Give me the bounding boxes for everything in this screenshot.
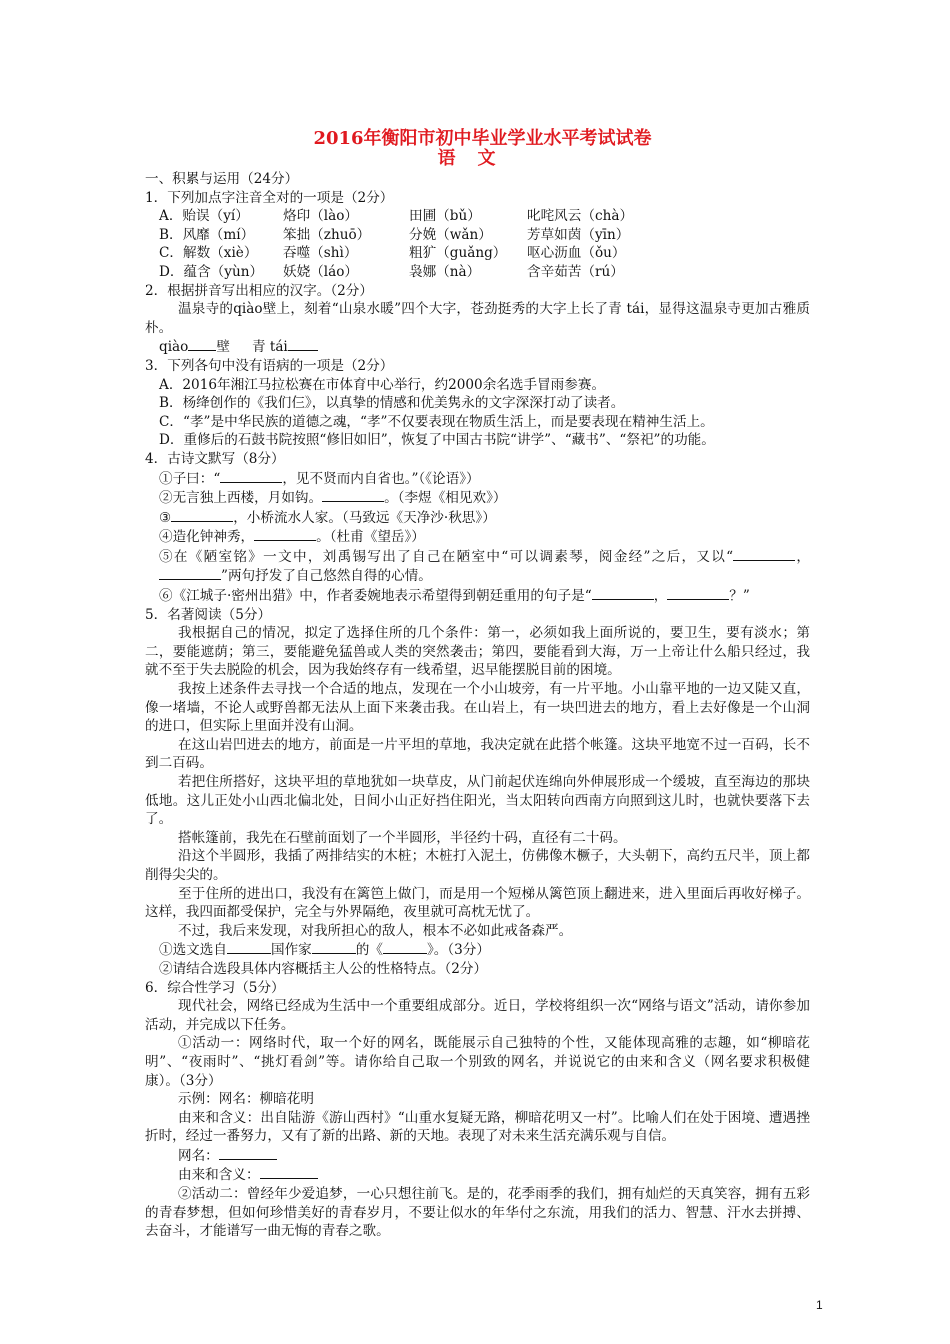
answer-blank[interactable]: [592, 586, 654, 600]
option-text: 含辛茹苦（rú）: [527, 263, 624, 280]
option-text: 呕心沥血（ǒu）: [527, 245, 626, 262]
net-name-blank[interactable]: [219, 1146, 277, 1160]
question-2-answers: [145, 337, 810, 357]
item-text: ⑤在《陋室铭》一文中，刘禹锡写出了自己在陋室中“可以调素琴，阅金经”之后，又以“: [159, 548, 734, 565]
option-text: 烙印（lào）: [283, 208, 359, 225]
question-2-text: 温泉寺的qiào壁上，刻着“山泉水暖”四个大字，苍劲挺秀的大字上长了青 tái，显得这温泉寺更加古雅质朴。: [145, 301, 810, 336]
option-text: 袅娜（nà）: [409, 263, 481, 280]
q4-item-3: [145, 508, 810, 528]
question-2-stem: 2．根据拼音写出相应的汉字。（2分）: [145, 282, 373, 299]
option-text: C．解数（xiè）: [159, 245, 258, 262]
q3-option-c: C．“孝”是中华民族的道德之魂，“孝”不仅要表现在物质生活上，而是要表现在精神生活上。: [159, 413, 714, 430]
question-4-stem: 4．古诗文默写（8分）: [145, 450, 285, 467]
option-text: 分娩（wǎn）: [409, 226, 492, 243]
exam-subtitle: 语文: [437, 148, 518, 169]
q1-option-d: [145, 263, 810, 282]
item-text: 国作家: [270, 942, 312, 959]
option-text: A．贻误（yí）: [159, 208, 249, 225]
reading-paragraph: 在这山岩凹进去的地方，前面是一片平坦的草地，我决定就在此搭个帐篷。这块平地宽不过一百码，长不到二百码。: [145, 736, 810, 772]
reading-paragraph: 不过，我后来发现，对我所担心的敌人，根本不必如此戒备森严。: [178, 922, 573, 939]
char-label: 壁: [216, 339, 230, 356]
field-label: 由来和含义：: [178, 1167, 260, 1184]
item-text: 》。（3分）: [426, 942, 490, 959]
item-text: ，: [795, 548, 810, 565]
q4-item-5: [145, 547, 810, 586]
item-text: ⑥《江城子·密州出猎》中，作者委婉地表示希望得到朝廷重用的句子是“: [159, 588, 592, 605]
q6-activity-1: ①活动一：网络时代，取一个好的网名，既能展示自己独特的个性，又能体现高雅的志趣，如“柳暗花明”、“夜雨时”、“挑灯看剑”等。请你给自己取一个别致的网名，并说说它的由来和含义（网名要求积极健康）。（3分）: [145, 1035, 810, 1089]
item-text: ，见不贤而内自省也。”（《论语》）: [282, 470, 480, 487]
exam-page: [145, 128, 810, 1241]
q4-item-6: [145, 586, 810, 606]
q6-intro: 现代社会，网络已经成为生活中一个重要组成部分。近日，学校将组织一次“网络与语文”活动，请你参加活动，并完成以下任务。: [145, 998, 810, 1033]
q6-example-meaning: 由来和含义：出自陆游《游山西村》“山重水复疑无路，柳暗花明又一村”。比喻人们在处于困境、遭遇挫折时，经过一番努力，又有了新的出路、新的天地。表现了对未来生活充满乐观与自信。: [145, 1109, 810, 1145]
q5-sub-2: ②请结合选段具体内容概括主人公的性格特点。（2分）: [159, 960, 488, 977]
item-text: ”两句抒发了自己悠然自得的心情。: [221, 568, 432, 585]
page-number: 1: [816, 1298, 823, 1312]
item-text: ？”: [729, 588, 750, 605]
item-text: ②无言独上西楼，月如钩。: [159, 490, 323, 507]
item-text: ①选文选自: [159, 942, 227, 959]
exam-title: 2016年衡阳市初中毕业学业水平考试试卷: [313, 128, 652, 149]
q3-option-d: D．重修后的石鼓书院按照“修旧如旧”，恢复了中国古书院“讲学”、“藏书”、“祭祀”的功能。: [159, 432, 715, 449]
q6-name-line: [145, 1146, 810, 1166]
section-heading: 一、积累与运用（24分）: [145, 171, 299, 187]
reading-paragraph: 我按上述条件去寻找一个合适的地点，发现在一个小山坡旁，有一片平地。小山靠平地的一边又陡又直，像一堵墙，不论人或野兽都无法从上面下来袭击我。在山岩上，有一块凹进去的地方，看上去好像是一个山洞的进口，但实际上里面并没有山洞。: [145, 681, 810, 735]
answer-blank[interactable]: [312, 940, 356, 954]
question-6-stem: 6．综合性学习（5分）: [145, 979, 285, 996]
answer-blank[interactable]: [159, 566, 221, 580]
answer-blank[interactable]: [383, 940, 427, 954]
reading-paragraph: 若把住所搭好，这块平坦的草地犹如一块草皮，从门前起伏连绵向外伸展形成一个缓坡，直至海边的那块低地。这儿正处小山西北偏北处，日间小山正好挡住阳光，当太阳转向西南方向照到这儿时，也就快要落下去了。: [145, 774, 810, 828]
q1-option-c: [145, 244, 810, 263]
q6-example: 示例：网名：柳暗花明: [178, 1091, 314, 1108]
q1-option-b: [145, 226, 810, 245]
q6-activity-2: ②活动二：曾经年少爱追梦，一心只想往前飞。是的，花季雨季的我们，拥有灿烂的天真笑容，拥有五彩的青春梦想，但如何珍惜美好的青春岁月，不要让似水的年华付之东流，用我们的活力、智慧、汗水去拼搏、去奋斗，才能谱写一曲无悔的青春之歌。: [145, 1186, 810, 1240]
item-text: 。（李煜《相见欢》）: [384, 490, 507, 507]
item-text: ①子曰：“: [159, 470, 221, 487]
q4-item-1: [145, 469, 810, 489]
item-text: ④造化钟神秀，: [159, 529, 255, 546]
q1-option-a: [145, 207, 810, 226]
question-3-stem: 3．下列各句中没有语病的一项是（2分）: [145, 357, 394, 374]
option-text: 叱咤风云（chà）: [527, 208, 634, 225]
item-text: ，: [653, 588, 668, 605]
question-1-stem: 1．下列加点字注音全对的一项是（2分）: [145, 189, 394, 206]
q3-option-b: B．杨绛创作的《我们仨》，以真挚的情感和优美隽永的文字深深打动了读者。: [159, 395, 625, 412]
item-text: 的《: [355, 942, 383, 959]
q4-item-2: [145, 488, 810, 508]
reading-paragraph: 我根据自己的情况，拟定了选择住所的几个条件：第一，必须如我上面所说的，要卫生，要有淡水；第二，要能遮荫；第三，要能避免猛兽或人类的突然袭击；第四，要能看到大海，万一上帝让什么船只经过，我就不至于失去脱险的机会，因为我始终存有一线希望，迟早能摆脱目前的困境。: [145, 625, 810, 679]
q4-item-4: [145, 527, 810, 547]
answer-blank[interactable]: [733, 547, 795, 561]
answer-blank[interactable]: [288, 337, 318, 351]
answer-blank[interactable]: [171, 508, 233, 522]
option-text: D．蕴含（yùn）: [159, 263, 264, 280]
q3-option-a: A．2016年湘江马拉松赛在市体育中心举行，约2000余名选手冒雨参赛。: [159, 376, 606, 393]
item-text: ，小桥流水人家。（马致远《天净沙·秋思》）: [233, 509, 496, 526]
q5-sub-1: [145, 940, 810, 960]
answer-blank[interactable]: [667, 586, 729, 600]
answer-blank[interactable]: [227, 940, 271, 954]
option-text: 笨拙（zhuō）: [283, 226, 371, 243]
reading-paragraph: 搭帐篷前，我先在石壁前面划了一个半圆形，半径约十码，直径有二十码。: [178, 829, 627, 846]
pinyin-label: 青 tái: [251, 339, 288, 356]
option-text: 吞噬（shì）: [283, 245, 358, 262]
field-label: 网名：: [178, 1147, 219, 1164]
item-text: ③: [159, 509, 172, 526]
meaning-blank[interactable]: [260, 1165, 318, 1179]
option-text: 田圃（bǔ）: [409, 208, 481, 225]
option-text: 芳草如茵（yīn）: [527, 226, 630, 243]
item-text: 。（杜甫《望岳》）: [316, 529, 425, 546]
option-text: B．风靡（mí）: [159, 226, 255, 243]
answer-blank[interactable]: [322, 488, 384, 502]
answer-blank[interactable]: [220, 469, 282, 483]
question-5-stem: 5．名著阅读（5分）: [145, 606, 272, 623]
pinyin-label: qiào: [159, 339, 189, 356]
option-text: 粗犷（guǎng）: [409, 245, 507, 262]
reading-paragraph: 沿这个半圆形，我插了两排结实的木桩；木桩打入泥土，仿佛像木橛子，大头朝下，高约五尺半，顶上都削得尖尖的。: [145, 848, 810, 883]
answer-blank[interactable]: [254, 527, 316, 541]
reading-paragraph: 至于住所的进出口，我没有在篱笆上做门，而是用一个短梯从篱笆顶上翻进来，进入里面后再收好梯子。这样，我四面都受保护，完全与外界隔绝，夜里就可高枕无忧了。: [145, 885, 810, 921]
q6-meaning-line: [145, 1165, 810, 1185]
answer-blank[interactable]: [188, 337, 216, 351]
option-text: 妖娆（láo）: [283, 263, 359, 280]
